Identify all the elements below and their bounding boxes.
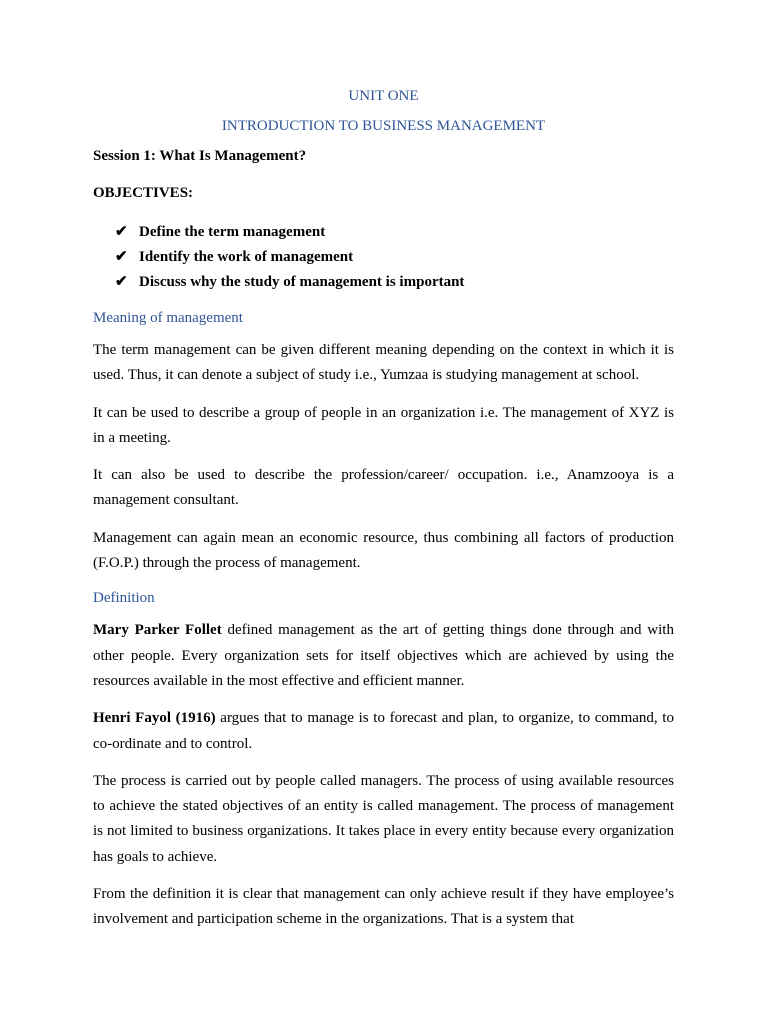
follet-definition-paragraph	[93, 618, 674, 694]
checkmark-icon: ✔	[115, 274, 128, 290]
checkmark-icon: ✔	[115, 224, 128, 240]
meaning-paragraph: It can be used to describe a group of people in an organization i.e. The management of XYZ is in a meeting.	[93, 404, 674, 446]
objectives-list	[93, 220, 674, 295]
fayol-definition-paragraph	[93, 706, 674, 757]
definition-heading: Definition	[93, 590, 155, 607]
definition-paragraph: The process is carried out by people called managers. The process of using available resources to achieve the stated objectives of an entity is called management. The process of management is not limited to business organizations. It takes place in every entity because every organization has goals to achieve.	[93, 772, 674, 865]
meaning-paragraph: Management can again mean an economic resource, thus combining all factors of production (F.O.P.) through the process of management.	[93, 529, 674, 572]
meaning-paragraph: The term management can be given different meaning depending on the context in which it is used. Thus, it can denote a subject of study i.e., Yumzaa is studying management at school.	[93, 342, 674, 384]
chapter-title: INTRODUCTION TO BUSINESS MANAGEMENT	[221, 118, 546, 134]
checkmark-icon: ✔	[115, 249, 128, 265]
objective-text: Define the term management	[139, 224, 326, 240]
follet-name: Mary Parker Follet	[93, 622, 222, 639]
objective-item	[115, 270, 674, 295]
document-page	[93, 86, 674, 945]
follet-text: defined management as the art of getting things done through and with other people. Every organization sets for itself objectives which are achieved by using the resources available in the most effective and efficient manner.	[93, 622, 674, 689]
fayol-name: Henri Fayol (1916)	[93, 710, 216, 727]
meaning-heading: Meaning of management	[93, 310, 243, 326]
objectives-heading: OBJECTIVES:	[93, 185, 194, 201]
unit-heading: UNIT ONE	[348, 88, 419, 104]
fayol-text: argues that to manage is to forecast and plan, to organize, to command, to co-ordinate and to control.	[93, 710, 674, 752]
objective-text: Discuss why the study of management is important	[139, 274, 465, 290]
meaning-paragraph: It can also be used to describe the profession/career/ occupation. i.e., Anamzooya is a management consultant.	[93, 467, 674, 509]
objective-item	[115, 220, 674, 245]
objective-item	[115, 245, 674, 270]
objective-text: Identify the work of management	[139, 249, 354, 265]
session-title: Session 1: What Is Management?	[93, 148, 307, 164]
definition-paragraph: From the definition it is clear that management can only achieve result if they have employee’s involvement and participation scheme in the organizations. That is a system that	[93, 886, 674, 928]
